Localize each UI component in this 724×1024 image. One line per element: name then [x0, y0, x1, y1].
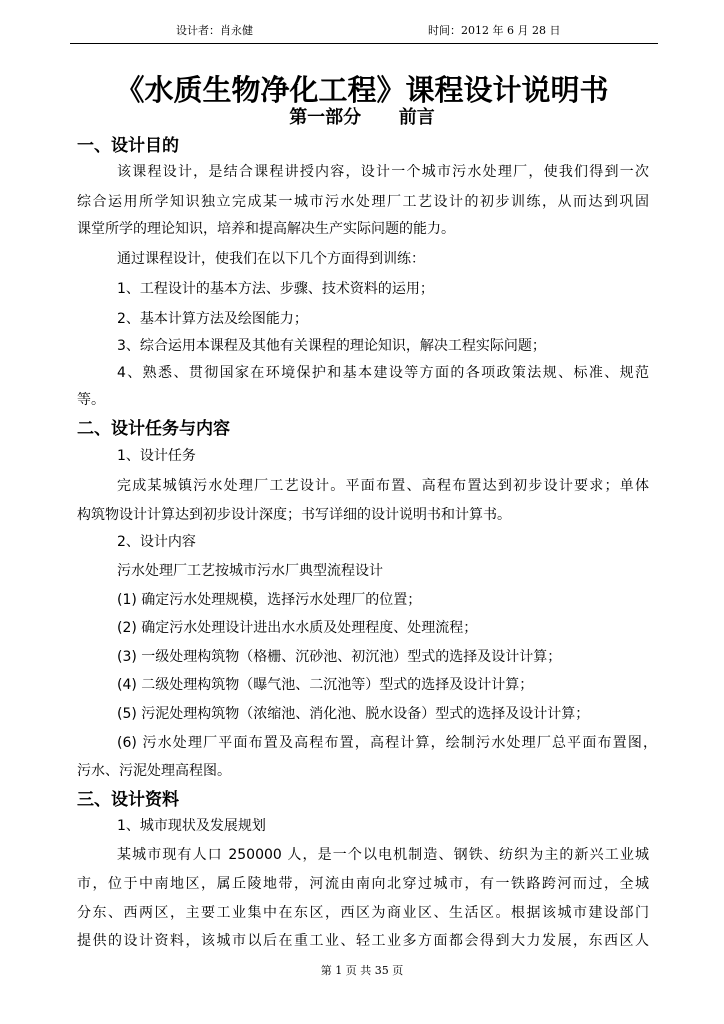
list-item: (1) 确定污水处理规模，选择污水处理厂的位置；	[117, 592, 422, 608]
list-item: 2、基本计算方法及绘图能力；	[117, 311, 308, 327]
document-subtitle: 第一部分 前言	[289, 107, 435, 128]
paragraph-line: 分东、西两区，主要工业集中在东区，西区为商业区、生活区。根据该城市建设部门	[77, 905, 649, 921]
paragraph-line: 等。	[77, 392, 105, 408]
paragraph-line: 提供的设计资料，该城市以后在重工业、轻工业多方面都会得到大力发展，东西区人	[77, 933, 649, 949]
header-rule	[70, 43, 658, 44]
list-item: 3、综合运用本课程及其他有关课程的理论知识，解决工程实际问题；	[117, 338, 546, 354]
header-designer: 设计者：肖永健	[176, 24, 253, 37]
document-title: 《水质生物净化工程》课程设计说明书	[115, 73, 609, 107]
section-heading-purpose: 一、设计目的	[77, 136, 179, 156]
page-header	[72, 20, 660, 40]
paragraph-line: 污水处理厂工艺按城市污水厂典型流程设计	[117, 563, 383, 579]
paragraph-line: 该课程设计，是结合课程讲授内容，设计一个城市污水处理厂，使我们得到一次	[117, 164, 649, 180]
header-date: 时间：2012 年 6 月 28 日	[428, 24, 561, 37]
paragraph-line: 污水、污泥处理高程图。	[77, 763, 231, 779]
list-item: (2) 确定污水处理设计进出水水质及处理程度、处理流程；	[117, 620, 478, 636]
paragraph-line: 构筑物设计计算达到初步设计深度；书写详细的设计说明书和计算书。	[77, 507, 511, 523]
paragraph-line: 通过课程设计，使我们在以下几个方面得到训练：	[117, 251, 425, 267]
paragraph-line: 综合运用所学知识独立完成某一城市污水处理厂工艺设计的初步训练，从而达到巩固	[77, 194, 649, 210]
page-footer: 第 1 页 共 35 页	[320, 964, 404, 977]
subheading: 1、设计任务	[117, 448, 196, 464]
section-heading-data: 三、设计资料	[77, 790, 179, 810]
list-item: (5) 污泥处理构筑物（浓缩池、消化池、脱水设备）型式的选择及设计计算；	[117, 706, 590, 722]
paragraph-line: 完成某城镇污水处理厂工艺设计。平面布置、高程布置达到初步设计要求；单体	[117, 478, 649, 494]
subheading: 1、城市现状及发展规划	[117, 818, 266, 834]
subheading: 2、设计内容	[117, 534, 196, 550]
list-item: (6) 污水处理厂平面布置及高程布置，高程计算，绘制污水处理厂总平面布置图，	[117, 735, 657, 751]
paragraph-line: 课堂所学的理论知识，培养和提高解决生产实际问题的能力。	[77, 221, 455, 237]
list-item: (3) 一级处理构筑物（格栅、沉砂池、初沉池）型式的选择及设计计算；	[117, 649, 562, 665]
list-item: 1、工程设计的基本方法、步骤、技术资料的运用；	[117, 281, 434, 297]
paragraph-line: 某城市现有人口 250000 人，是一个以电机制造、钢铁、纺织为主的新兴工业城	[117, 847, 649, 863]
list-item: 4、熟悉、贯彻国家在环境保护和基本建设等方面的各项政策法规、标准、规范	[117, 365, 649, 381]
paragraph-line: 市，位于中南地区，属丘陵地带，河流由南向北穿过城市，有一铁路跨河而过，全城	[77, 876, 649, 892]
section-heading-tasks: 二、设计任务与内容	[77, 419, 230, 439]
list-item: (4) 二级处理构筑物（曝气池、二沉池等）型式的选择及设计计算；	[117, 677, 534, 693]
